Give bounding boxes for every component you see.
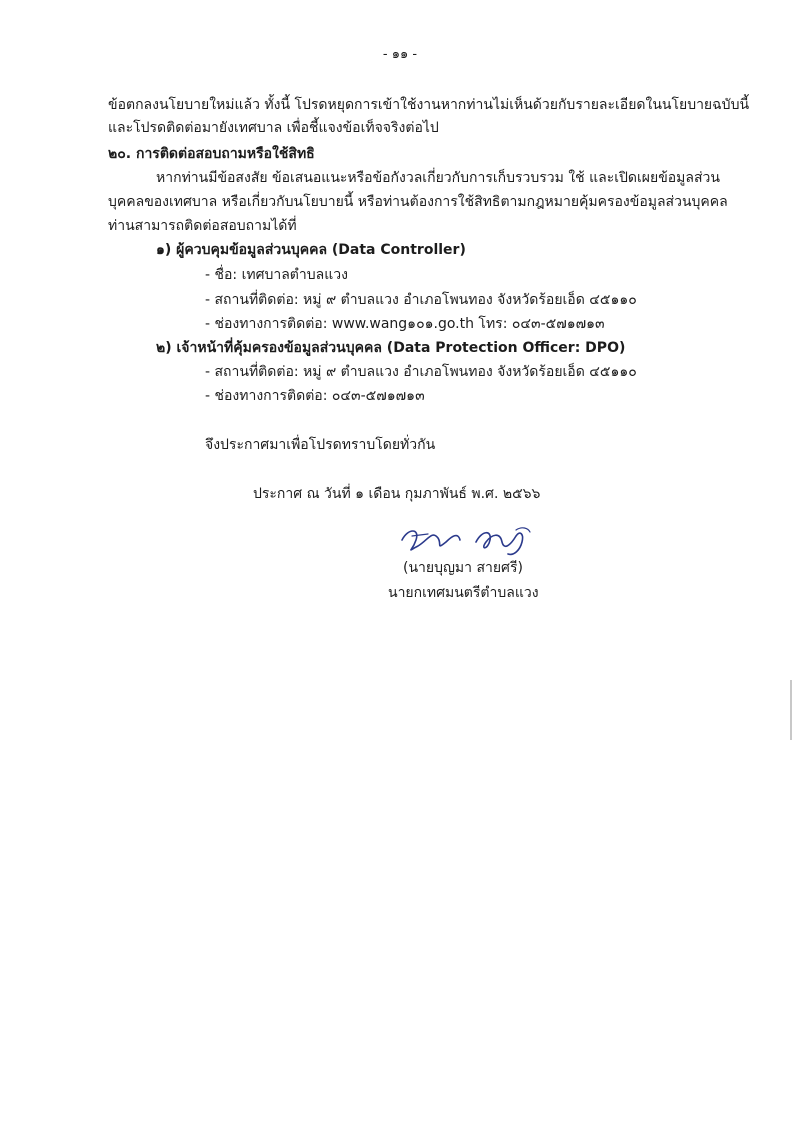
handwritten-signature [398, 520, 538, 560]
dpo-contact: - ช่องทางการติดต่อ: ๐๔๓-๕๗๑๗๑๓ [205, 388, 425, 404]
announcement-date: ประกาศ ณ วันที่ ๑ เดือน กุมภาพันธ์ พ.ศ. ๒๕๖๖ [253, 486, 541, 502]
page-number: - ๑๑ - [382, 47, 418, 62]
intro-line-1: ข้อตกลงนโยบายใหม่แล้ว ทั้งนี้ โปรดหยุดการเข้าใช้งานหากท่านไม่เห็นด้วยกับรายละเอียดในนโยบายฉบับนี้ [108, 97, 750, 113]
section-paragraph-line-1: หากท่านมีข้อสงสัย ข้อเสนอแนะหรือข้อกังวลเกี่ยวกับการเก็บรวบรวม ใช้ และเปิดเผยข้อมูลส่วน [156, 170, 720, 186]
section-paragraph-line-3: ท่านสามารถติดต่อสอบถามได้ที่ [108, 218, 297, 234]
dpo-heading: ๒) เจ้าหน้าที่คุ้มครองข้อมูลส่วนบุคคล (Data Protection Officer: DPO) [156, 340, 626, 356]
controller-address: - สถานที่ติดต่อ: หมู่ ๙ ตำบลแวง อำเภอโพนทอง จังหวัดร้อยเอ็ด ๔๕๑๑๐ [205, 292, 637, 308]
signatory-position: นายกเทศมนตรีตำบลแวง [388, 585, 539, 601]
controller-name: - ชื่อ: เทศบาลตำบลแวง [205, 267, 348, 283]
intro-line-2: และโปรดติดต่อมายังเทศบาล เพื่อชี้แจงข้อเท็จจริงต่อไป [108, 120, 439, 136]
section-paragraph-line-2: บุคคลของเทศบาล หรือเกี่ยวกับนโยบายนี้ หรือท่านต้องการใช้สิทธิตามกฎหมายคุ้มครองข้อมูลส่วนบุคคล [108, 194, 728, 210]
controller-contact: - ช่องทางการติดต่อ: www.wang๑๐๑.go.th โทร: ๐๔๓-๕๗๑๗๑๓ [205, 316, 605, 332]
signatory-name: (นายบุญมา สายศรี) [403, 560, 523, 576]
controller-heading: ๑) ผู้ควบคุมข้อมูลส่วนบุคคล (Data Controller) [156, 242, 466, 258]
dpo-address: - สถานที่ติดต่อ: หมู่ ๙ ตำบลแวง อำเภอโพนทอง จังหวัดร้อยเอ็ด ๔๕๑๑๐ [205, 364, 637, 380]
closing-announcement: จึงประกาศมาเพื่อโปรดทราบโดยทั่วกัน [205, 437, 436, 453]
section-heading: ๒๐. การติดต่อสอบถามหรือใช้สิทธิ [108, 146, 315, 162]
scan-edge-mark [790, 680, 792, 740]
